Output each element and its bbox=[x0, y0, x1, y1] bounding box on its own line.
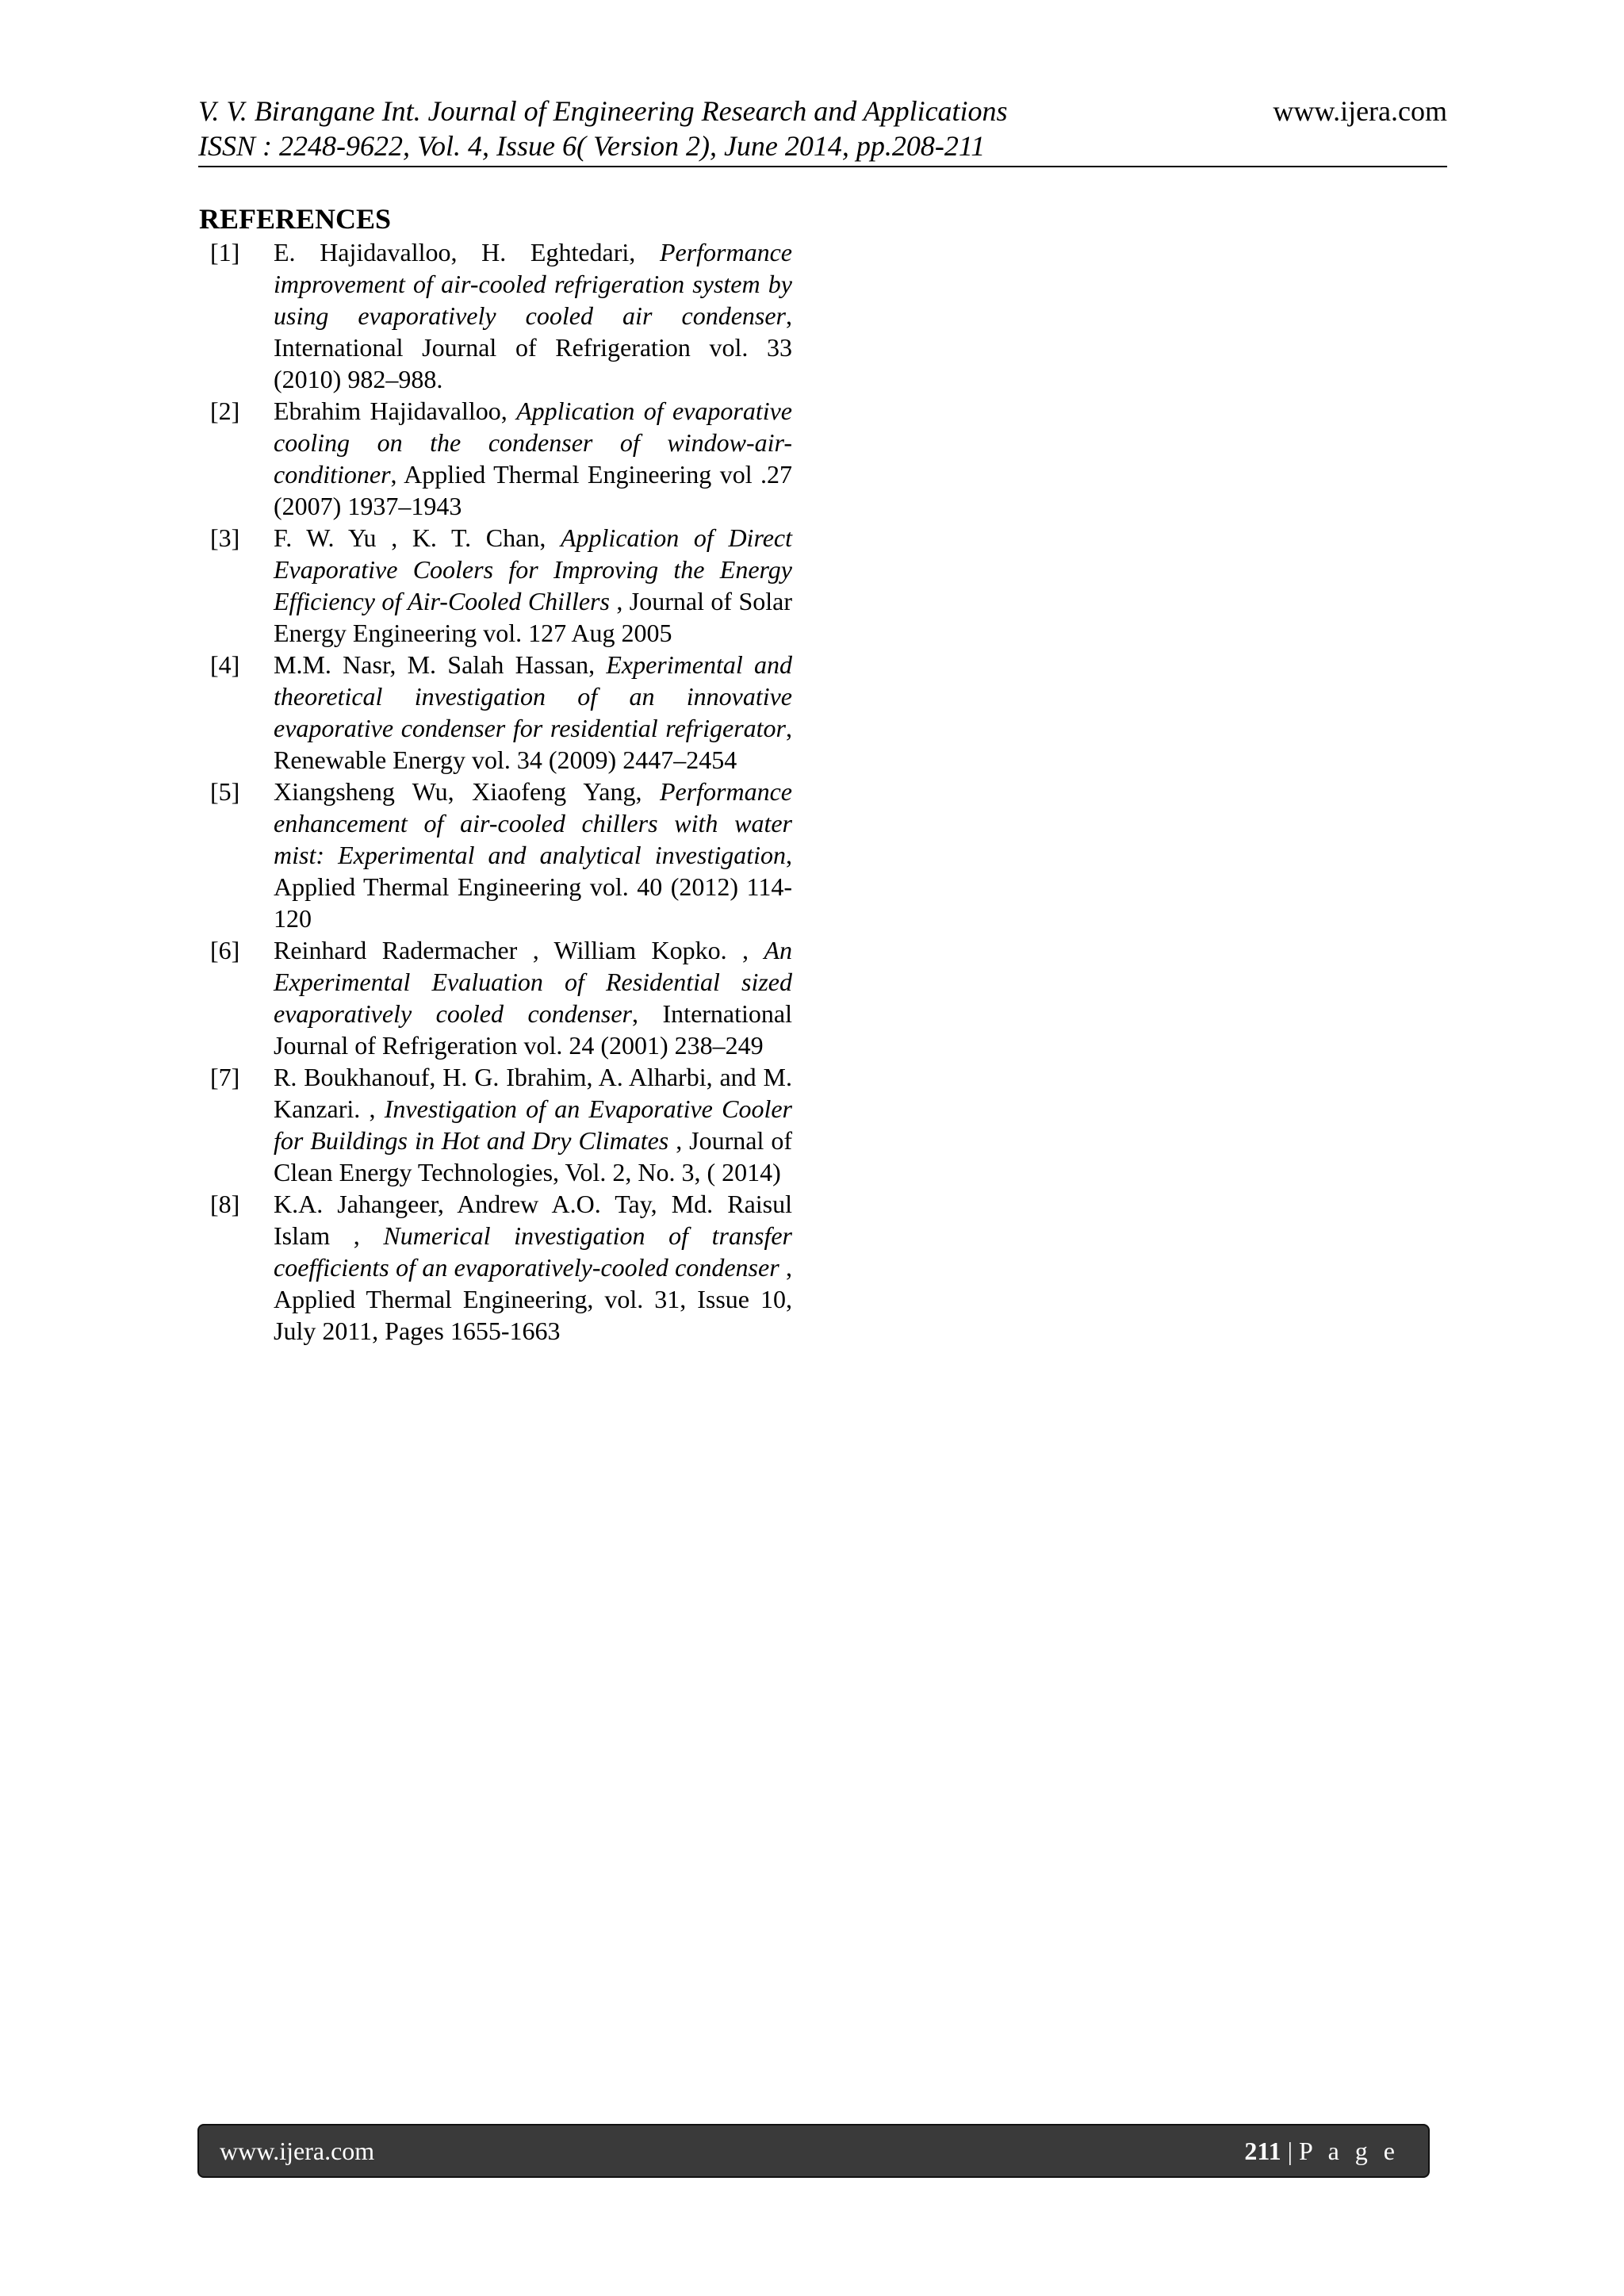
reference-number: [3] bbox=[210, 523, 240, 552]
reference-title: Performance enhancement of air-cooled chillers with water mist: Experimental and analytical investigation bbox=[274, 777, 792, 869]
reference-authors: R. Boukhanouf, H. G. Ibrahim, A. Alharbi, and M. Kanzari. , bbox=[274, 1063, 792, 1123]
reference-title: Investigation of an Evaporative Cooler for Buildings in Hot and Dry Climates bbox=[274, 1094, 793, 1155]
issn-line: ISSN : 2248-9622, Vol. 4, Issue 6( Version 2), June 2014, pp.208-211 bbox=[198, 130, 986, 162]
reference-item bbox=[210, 1061, 792, 1188]
reference-source: , Journal of Clean Energy Technologies, Vol. 2, No. 3, ( 2014) bbox=[274, 1126, 793, 1186]
page-separator: | bbox=[1287, 2137, 1293, 2165]
page-footer bbox=[197, 2124, 1430, 2178]
reference-source: , Applied Thermal Engineering vol .27 (2007) 1937–1943 bbox=[274, 460, 792, 520]
reference-title: Application of Direct Evaporative Coolers for Improving the Energy Efficiency of Air-Cooled Chillers bbox=[274, 523, 793, 615]
reference-title: Numerical investigation of transfer coefficients of an evaporatively-cooled condenser bbox=[274, 1221, 793, 1282]
reference-number: [1] bbox=[210, 238, 240, 266]
running-header bbox=[198, 94, 1447, 163]
reference-source: , Applied Thermal Engineering vol. 40 (2012) 114-120 bbox=[274, 841, 792, 933]
header-divider bbox=[198, 166, 1447, 167]
reference-item bbox=[210, 395, 792, 522]
reference-text bbox=[274, 522, 792, 649]
page-indicator bbox=[1244, 2137, 1400, 2166]
reference-number: [7] bbox=[210, 1063, 240, 1091]
reference-text bbox=[274, 395, 792, 522]
page-label: P a g e bbox=[1298, 2137, 1400, 2165]
reference-title: An Experimental Evaluation of Residential sized evaporatively cooled condenser bbox=[274, 936, 792, 1028]
reference-item bbox=[210, 1188, 792, 1347]
reference-source: , International Journal of Refrigeration vol. 24 (2001) 238–249 bbox=[274, 999, 793, 1060]
journal-line: V. V. Birangane Int. Journal of Engineering Research and Applications bbox=[198, 95, 1008, 127]
reference-text bbox=[274, 649, 792, 776]
reference-number: [4] bbox=[210, 650, 240, 679]
reference-authors: Xiangsheng Wu, Xiaofeng Yang, bbox=[274, 777, 660, 806]
reference-authors: E. Hajidavalloo, H. Eghtedari, bbox=[274, 238, 660, 266]
references-heading: REFERENCES bbox=[199, 203, 392, 235]
reference-number: [6] bbox=[210, 936, 240, 964]
reference-authors: K.A. Jahangeer, Andrew A.O. Tay, Md. Raisul Islam , bbox=[274, 1190, 792, 1250]
page-number: 211 bbox=[1244, 2137, 1281, 2165]
header-website[interactable]: www.ijera.com bbox=[1273, 95, 1447, 127]
reference-text bbox=[274, 934, 792, 1061]
reference-title: Performance improvement of air-cooled refrigeration system by using evaporatively cooled air condenser bbox=[274, 238, 792, 330]
reference-item bbox=[210, 934, 792, 1061]
reference-item bbox=[210, 649, 792, 776]
reference-text bbox=[274, 1188, 792, 1347]
reference-source: , International Journal of Refrigeration vol. 33 (2010) 982–988. bbox=[274, 301, 792, 393]
reference-title: Experimental and theoretical investigation of an innovative evaporative condenser for residential refrigerator bbox=[274, 650, 792, 742]
reference-item bbox=[210, 776, 792, 934]
references-list bbox=[210, 236, 792, 1347]
reference-authors: F. W. Yu , K. T. Chan, bbox=[274, 523, 561, 552]
reference-authors: Ebrahim Hajidavalloo, bbox=[274, 397, 517, 425]
reference-number: [8] bbox=[210, 1190, 240, 1218]
reference-text bbox=[274, 776, 792, 934]
header-line-1 bbox=[198, 94, 1447, 128]
reference-number: [5] bbox=[210, 777, 240, 806]
footer-website[interactable]: www.ijera.com bbox=[220, 2137, 375, 2165]
reference-item bbox=[210, 236, 792, 395]
reference-source: , Renewable Energy vol. 34 (2009) 2447–2454 bbox=[274, 714, 792, 774]
reference-source: , Applied Thermal Engineering, vol. 31, Issue 10, July 2011, Pages 1655-1663 bbox=[274, 1253, 793, 1345]
reference-item bbox=[210, 522, 792, 649]
reference-authors: M.M. Nasr, M. Salah Hassan, bbox=[274, 650, 607, 679]
reference-text bbox=[274, 1061, 792, 1188]
reference-source: , Journal of Solar Energy Engineering vol. 127 Aug 2005 bbox=[274, 587, 793, 647]
reference-number: [2] bbox=[210, 397, 240, 425]
reference-title: Application of evaporative cooling on the condenser of window-air-conditioner bbox=[274, 397, 792, 489]
reference-text bbox=[274, 236, 792, 395]
reference-authors: Reinhard Radermacher , William Kopko. , bbox=[274, 936, 764, 964]
